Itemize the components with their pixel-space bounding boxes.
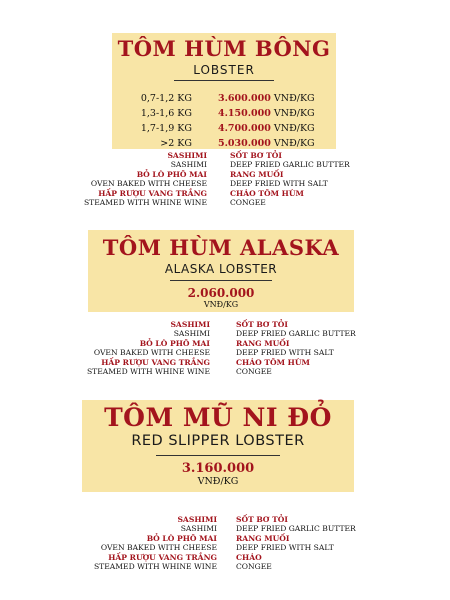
price-value: 5.030.000 <box>218 138 271 149</box>
title-divider <box>156 455 280 456</box>
method-vn: SASHIMI <box>177 515 217 524</box>
lobster-price-panel <box>112 33 336 149</box>
method-en: CONGEE <box>230 198 266 208</box>
method-vn: HẤP RƯỢU VANG TRẮNG <box>101 357 210 367</box>
price-row <box>218 91 334 106</box>
methods-left-column <box>87 320 210 376</box>
method-en: DEEP FRIED GARLIC BUTTER <box>230 160 350 170</box>
methods-right-column <box>236 515 356 571</box>
size-label: 1,3-1,6 KG <box>140 108 192 119</box>
size-label: 1,7-1,9 KG <box>140 123 192 134</box>
alaska-lobster-price-panel <box>88 230 354 312</box>
method-en: DEEP FRIED GARLIC BUTTER <box>236 329 356 339</box>
method-en: DEEP FRIED GARLIC BUTTER <box>236 524 356 534</box>
price-unit: VNĐ/KG <box>197 476 239 487</box>
method-vn: RANG MUỐI <box>230 169 284 179</box>
size-column <box>122 91 192 151</box>
method-vn: CHÁO TÔM HÙM <box>236 357 310 367</box>
method-vn: SASHIMI <box>167 151 207 160</box>
price-row <box>218 121 334 136</box>
price-unit: VNĐ/KG <box>273 93 315 104</box>
section-subtitle: LOBSTER <box>193 63 255 77</box>
method-vn: BỎ LÒ PHÔ MAI <box>139 338 210 348</box>
methods-right-column <box>236 320 356 376</box>
price-row <box>218 106 334 121</box>
price-column <box>218 91 334 151</box>
price-value: 2.060.000 <box>187 286 255 300</box>
title-divider <box>170 280 272 281</box>
price-value: 3.160.000 <box>181 461 255 476</box>
red-slipper-lobster-price-panel <box>82 400 354 492</box>
price-unit: VNĐ/KG <box>273 138 315 149</box>
method-vn: HẤP RƯỢU VANG TRẮNG <box>108 552 217 562</box>
method-en: SASHIMI <box>180 524 217 534</box>
price-value: 3.600.000 <box>218 93 271 104</box>
method-vn: BỎ LÒ PHÔ MAI <box>136 169 207 179</box>
price-value: 4.150.000 <box>218 108 271 119</box>
method-en: STEAMED WITH WHINE WINE <box>93 562 217 572</box>
method-vn: RANG MUỐI <box>236 533 290 543</box>
title-divider <box>174 80 274 81</box>
price-unit: VNĐ/KG <box>273 123 315 134</box>
cooking-methods <box>0 320 450 380</box>
cooking-methods <box>0 515 450 575</box>
method-vn: SỐT BƠ TỎI <box>236 320 288 329</box>
method-en: DEEP FRIED WITH SALT <box>230 179 328 189</box>
method-en: CONGEE <box>236 562 272 572</box>
method-en: STEAMED WITH WHINE WINE <box>86 367 210 377</box>
methods-left-column <box>94 515 217 571</box>
section-title: TÔM HÙM ALASKA <box>102 235 340 260</box>
method-vn: HẤP RƯỢU VANG TRẮNG <box>98 188 207 198</box>
section-subtitle: RED SLIPPER LOBSTER <box>131 433 305 449</box>
price-unit: VNĐ/KG <box>273 108 315 119</box>
method-en: OVEN BAKED WITH CHEESE <box>100 543 217 553</box>
method-en: OVEN BAKED WITH CHEESE <box>93 348 210 358</box>
price-unit: VNĐ/KG <box>203 300 239 309</box>
method-vn: SỐT BƠ TỎI <box>230 151 282 160</box>
method-en: OVEN BAKED WITH CHEESE <box>90 179 207 189</box>
method-en: STEAMED WITH WHINE WINE <box>83 198 207 208</box>
method-en: SASHIMI <box>170 160 207 170</box>
method-en: DEEP FRIED WITH SALT <box>236 348 334 358</box>
method-vn: CHÁO <box>236 552 262 562</box>
method-en: CONGEE <box>236 367 272 377</box>
cooking-methods <box>0 151 450 211</box>
size-label: >2 KG <box>160 138 192 149</box>
price-value: 4.700.000 <box>218 123 271 134</box>
methods-right-column <box>230 151 350 207</box>
method-en: SASHIMI <box>173 329 210 339</box>
method-vn: RANG MUỐI <box>236 338 290 348</box>
section-title: TÔM HÙM BÔNG <box>117 36 331 61</box>
size-label: 0,7-1,2 KG <box>140 93 192 104</box>
method-vn: BỎ LÒ PHÔ MAI <box>146 533 217 543</box>
method-vn: SỐT BƠ TỎI <box>236 515 288 524</box>
section-subtitle: ALASKA LOBSTER <box>164 262 278 276</box>
section-title: TÔM MŨ NI ĐỎ <box>104 403 332 432</box>
method-vn: SASHIMI <box>170 320 210 329</box>
method-vn: CHÁO TÔM HÙM <box>230 188 304 198</box>
price-row <box>218 136 334 151</box>
methods-left-column <box>84 151 207 207</box>
method-en: DEEP FRIED WITH SALT <box>236 543 334 553</box>
